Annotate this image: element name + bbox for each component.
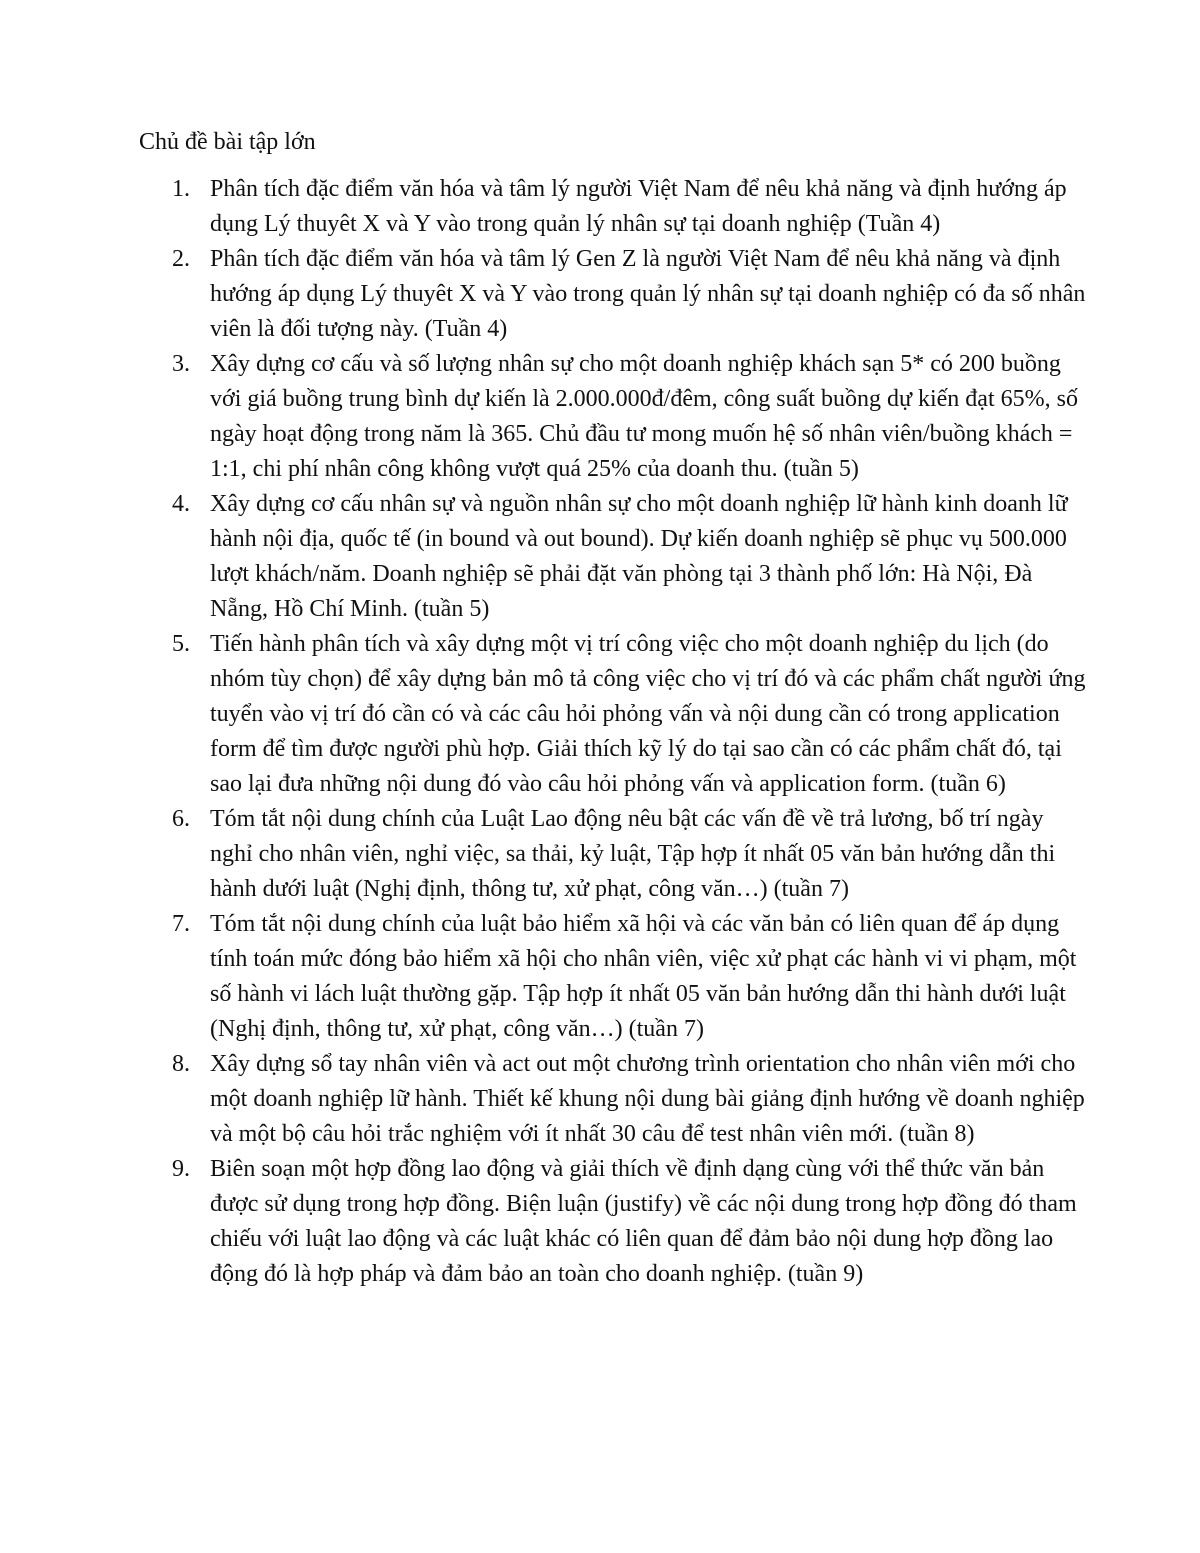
topic-text: Tóm tắt nội dung chính của Luật Lao động nêu bật các vấn đề về trả lương, bố trí ngày nghỉ cho nhân viên, nghỉ việc, sa thải, kỷ luật, Tập hợp ít nhất 05 văn bản hướng dẫn thi hành dưới luật (Nghị định, thông tư, xử phạt, công văn…) (tuần 7) [210,806,1056,902]
topic-list [172,172,1090,1292]
topic-item-6 [172,802,1090,907]
topic-number: 6. [172,806,190,832]
topic-item-5 [172,627,1090,802]
topic-item-7 [172,907,1090,1047]
topic-number: 5. [172,631,190,657]
topic-text: Xây dựng cơ cấu nhân sự và nguồn nhân sự cho một doanh nghiệp lữ hành kinh doanh lữ hành nội địa, quốc tế (in bound và out bound). Dự kiến doanh nghiệp sẽ phục vụ 500.000 lượt khách/năm. Doanh nghiệp sẽ phải đặt văn phòng tại 3 thành phố lớn: Hà Nội, Đà Nẵng, Hồ Chí Minh. (tuần 5) [210,491,1068,622]
topic-number: 8. [172,1051,190,1077]
topic-item-2 [172,242,1090,347]
topic-item-3 [172,347,1090,487]
topic-text: Tóm tắt nội dung chính của luật bảo hiểm xã hội và các văn bản có liên quan để áp dụng tính toán mức đóng bảo hiểm xã hội cho nhân viên, việc xử phạt các hành vi vi phạm, một số hành vi lách luật thường gặp. Tập hợp ít nhất 05 văn bản hướng dẫn thi hành dưới luật (Nghị định, thông tư, xử phạt, công văn…) (tuần 7) [210,911,1077,1042]
topic-text: Phân tích đặc điểm văn hóa và tâm lý người Việt Nam để nêu khả năng và định hướng áp dụng Lý thuyêt X và Y vào trong quản lý nhân sự tại doanh nghiệp (Tuần 4) [210,176,1067,237]
topic-number: 9. [172,1156,190,1182]
topic-item-9 [172,1152,1090,1292]
topic-number: 7. [172,911,190,937]
topic-text: Phân tích đặc điểm văn hóa và tâm lý Gen Z là người Việt Nam để nêu khả năng và định hướng áp dụng Lý thuyêt X và Y vào trong quản lý nhân sự tại doanh nghiệp có đa số nhân viên là đối tượng này. (Tuần 4) [210,246,1086,342]
document-title: Chủ đề bài tập lớn [139,129,316,155]
topic-text: Tiến hành phân tích và xây dựng một vị trí công việc cho một doanh nghiệp du lịch (do nhóm tùy chọn) để xây dựng bản mô tả công việc cho vị trí đó và các phẩm chất người ứng tuyển vào vị trí đó cần có và các câu hỏi phỏng vấn và nội dung cần có trong application form để tìm được người phù hợp. Giải thích kỹ lý do tại sao cần có các phẩm chất đó, tại sao lại đưa những nội dung đó vào câu hỏi phỏng vấn và application form. (tuần 6) [210,631,1086,797]
topic-number: 4. [172,491,190,517]
topic-item-4 [172,487,1090,627]
topic-text: Biên soạn một hợp đồng lao động và giải thích về định dạng cùng với thể thức văn bản được sử dụng trong hợp đồng. Biện luận (justify) về các nội dung trong hợp đồng đó tham chiếu với luật lao động và các luật khác có liên quan để đảm bảo nội dung hợp đồng lao động đó là hợp pháp và đảm bảo an toàn cho doanh nghiệp. (tuần 9) [210,1156,1077,1287]
topic-item-1 [172,172,1090,242]
topic-item-8 [172,1047,1090,1152]
topic-number: 2. [172,246,190,272]
topic-number: 1. [172,176,190,202]
topic-text: Xây dựng sổ tay nhân viên và act out một chương trình orientation cho nhân viên mới cho một doanh nghiệp lữ hành. Thiết kế khung nội dung bài giảng định hướng về doanh nghiệp và một bộ câu hỏi trắc nghiệm với ít nhất 30 câu để test nhân viên mới. (tuần 8) [210,1051,1085,1147]
topic-text: Xây dựng cơ cấu và số lượng nhân sự cho một doanh nghiệp khách sạn 5* có 200 buồng với giá buồng trung bình dự kiến là 2.000.000đ/đêm, công suất buồng dự kiến đạt 65%, số ngày hoạt động trong năm là 365. Chủ đầu tư mong muốn hệ số nhân viên/buồng khách = 1:1, chi phí nhân công không vượt quá 25% của doanh thu. (tuần 5) [210,351,1078,482]
topic-number: 3. [172,351,190,377]
